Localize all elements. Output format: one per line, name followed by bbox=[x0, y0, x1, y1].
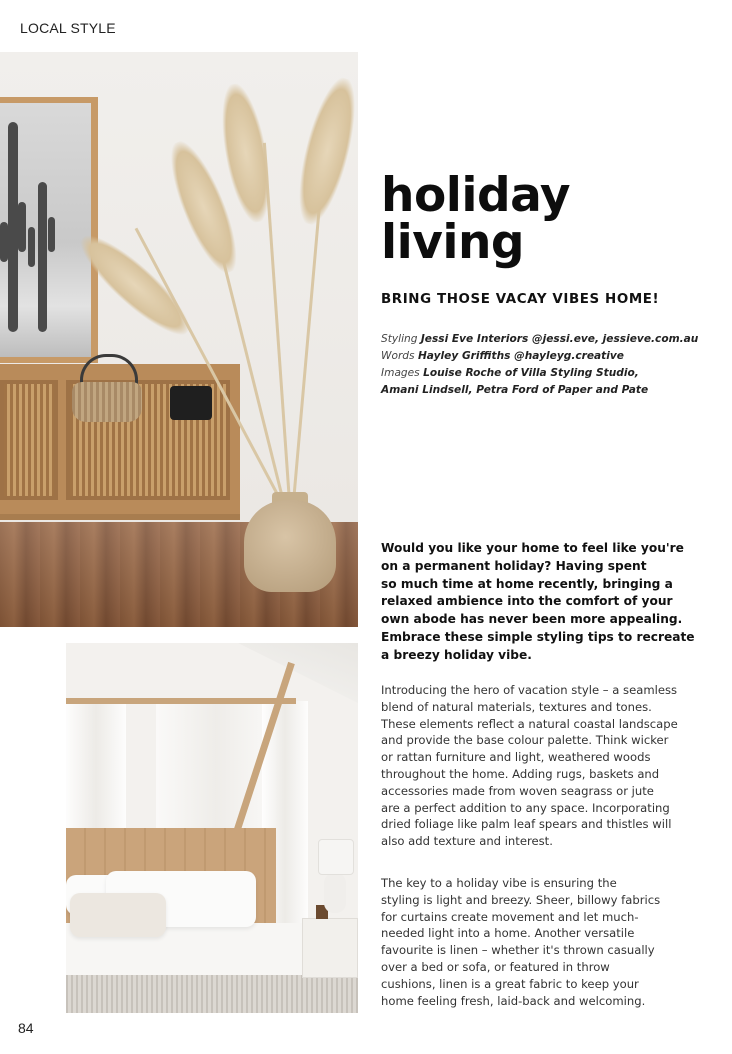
body-paragraph-2 bbox=[381, 875, 711, 1009]
credit-value: Louise Roche of Villa Styling Studio, bbox=[423, 367, 639, 379]
body-line: These elements reflect a natural coastal landscape bbox=[381, 716, 678, 731]
credit-words bbox=[381, 348, 711, 365]
intro-line: on a permanent holiday? Having spent bbox=[381, 558, 647, 573]
body-line: needed light into a home. Another versatile bbox=[381, 926, 635, 941]
canopy-bed-photo bbox=[66, 643, 358, 1013]
credit-role: Styling bbox=[381, 333, 418, 345]
lamp bbox=[318, 839, 354, 875]
title-line: holiday bbox=[381, 168, 571, 223]
throw-blanket bbox=[66, 975, 358, 1013]
body-line: The key to a holiday vibe is ensuring the bbox=[381, 876, 617, 890]
body-line: are a perfect addition to any space. Incorporating bbox=[381, 800, 670, 815]
body-line: styling is light and breezy. Sheer, billowy fabrics bbox=[381, 892, 661, 907]
credit-role: Images bbox=[381, 367, 420, 379]
canopy-rail bbox=[66, 698, 296, 704]
body-line: also add texture and interest. bbox=[381, 834, 553, 849]
credit-role: Words bbox=[381, 350, 415, 362]
body-line: cushions, linen is a great fabric to keep your bbox=[381, 976, 639, 991]
body-line: and provide the base colour palette. Think wicker bbox=[381, 733, 669, 748]
article-credits bbox=[381, 331, 711, 399]
section-label: LOCAL STYLE bbox=[20, 20, 116, 36]
body-line: over a bed or sofa, or featured in throw bbox=[381, 959, 610, 974]
intro-line: relaxed ambience into the comfort of your bbox=[381, 594, 673, 609]
pillow bbox=[70, 893, 166, 937]
body-line: home feeling fresh, laid-back and welcoming. bbox=[381, 993, 646, 1008]
seagrass-vase bbox=[244, 500, 336, 592]
credit-images bbox=[381, 365, 711, 382]
body-paragraph-1 bbox=[381, 682, 711, 850]
title-line: living bbox=[381, 215, 525, 270]
body-line: Introducing the hero of vacation style – a seamless bbox=[381, 683, 678, 697]
body-line: blend of natural materials, textures and tones. bbox=[381, 699, 652, 714]
article-intro bbox=[381, 540, 711, 665]
sideboard-pampas-photo bbox=[0, 52, 358, 627]
body-line: dried foliage like palm leaf spears and thistles will bbox=[381, 817, 672, 832]
black-pot bbox=[170, 386, 212, 420]
credit-styling bbox=[381, 331, 711, 348]
article-subtitle: BRING THOSE VACAY VIBES HOME! bbox=[381, 292, 660, 307]
intro-line: Embrace these simple styling tips to recreate bbox=[381, 629, 695, 644]
credit-value: Amani Lindsell, Petra Ford of Paper and Pate bbox=[381, 384, 649, 396]
body-line: or rattan furniture and light, weathered woods bbox=[381, 750, 651, 765]
article-title bbox=[381, 168, 701, 270]
intro-line: Would you like your home to feel like you're bbox=[381, 541, 684, 555]
credit-value: Hayley Griffiths @hayleyg.creative bbox=[417, 350, 624, 362]
body-line: for curtains create movement and let much- bbox=[381, 909, 639, 924]
body-line: favourite is linen – whether it's thrown casually bbox=[381, 943, 655, 958]
woven-basket bbox=[72, 382, 142, 422]
body-line: accessories made from woven seagrass or jute bbox=[381, 783, 654, 798]
intro-line: so much time at home recently, bringing a bbox=[381, 576, 673, 591]
credit-value: Jessi Eve Interiors @jessi.eve, jessieve.com.au bbox=[420, 333, 699, 345]
intro-line: own abode has never been more appealing. bbox=[381, 612, 683, 627]
intro-line: a breezy holiday vibe. bbox=[381, 647, 532, 662]
credit-images-cont bbox=[381, 382, 711, 399]
body-line: throughout the home. Adding rugs, baskets and bbox=[381, 766, 660, 781]
nightstand bbox=[302, 918, 358, 978]
page-number: 84 bbox=[18, 1020, 34, 1036]
